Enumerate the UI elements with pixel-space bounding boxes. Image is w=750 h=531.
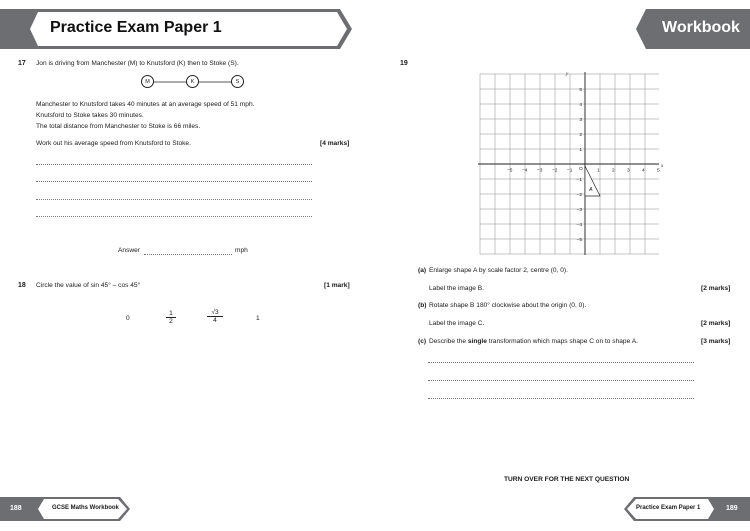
x-tick-label: −2	[552, 168, 558, 174]
working-line	[36, 181, 312, 182]
y-tick-label: 3	[579, 118, 582, 123]
working-line	[36, 216, 312, 217]
part-b-marks: [2 marks]	[701, 320, 731, 327]
x-tick-label: −1	[567, 168, 573, 174]
part-c-text	[429, 338, 638, 345]
question-18-number: 18	[18, 282, 26, 289]
y-tick-label: 1	[579, 148, 582, 153]
x-tick-label: −3	[537, 168, 543, 174]
x-tick-label: −4	[522, 168, 528, 174]
question-17-line3: The total distance from Manchester to Stoke is 66 miles.	[36, 123, 201, 130]
part-c-text-post: transformation which maps shape C on to shape A.	[488, 338, 638, 345]
option-root3-over-4[interactable]	[207, 309, 223, 324]
y-tick-label: 2	[579, 133, 582, 138]
option-half[interactable]	[166, 310, 176, 325]
y-tick-label: −5	[576, 238, 582, 243]
shape-a-label: A	[589, 187, 593, 193]
part-b-text: Rotate shape B 180° clockwise about the origin (0, 0).	[429, 302, 587, 309]
part-a-marks: [2 marks]	[701, 285, 731, 292]
part-c-text-bold: single	[467, 338, 487, 345]
coordinate-grid	[478, 72, 663, 257]
option-root3-denominator: 4	[213, 317, 217, 324]
part-a-label: (a)	[418, 267, 427, 274]
answer-label: Answer	[118, 247, 140, 254]
question-17-line2: Knutsford to Stoke takes 30 minutes.	[36, 112, 144, 119]
working-line	[428, 380, 694, 381]
left-footer-label: GCSE Maths Workbook	[52, 505, 119, 511]
node-manchester: M	[141, 75, 154, 88]
question-18-text: Circle the value of sin 45° – cos 45°	[36, 282, 141, 289]
y-tick-label: −1	[576, 178, 582, 183]
node-stoke: S	[231, 75, 244, 88]
part-c-text-pre: Describe the	[429, 338, 467, 345]
part-a-subtext: Label the image B.	[429, 285, 484, 292]
node-knutsford: K	[186, 75, 199, 88]
y-axis-label: y	[566, 72, 569, 77]
option-half-numerator: 1	[166, 310, 176, 318]
y-tick-label: 4	[579, 103, 582, 108]
working-line	[428, 398, 694, 399]
option-one[interactable]: 1	[256, 315, 260, 322]
question-17-number: 17	[18, 60, 26, 67]
origin-label: O	[579, 167, 583, 172]
page-title: Practice Exam Paper 1	[50, 19, 222, 36]
question-17-intro: Jon is driving from Manchester (M) to Knutsford (K) then to Stoke (S).	[36, 60, 239, 67]
x-tick-label: 2	[612, 168, 615, 174]
question-17-marks: [4 marks]	[320, 140, 350, 147]
x-tick-label: −5	[507, 168, 513, 174]
part-c-marks: [3 marks]	[701, 338, 731, 345]
right-footer-label: Practice Exam Paper 1	[636, 505, 701, 511]
option-root3-numerator: √3	[207, 309, 223, 317]
x-axis-label: x	[661, 164, 664, 169]
x-tick-label: 3	[627, 168, 630, 174]
y-tick-label: 5	[579, 88, 582, 93]
answer-unit: mph	[235, 247, 248, 254]
part-a-text: Enlarge shape A by scale factor 2, centre (0, 0).	[429, 267, 568, 274]
y-tick-label: −3	[576, 208, 582, 213]
question-18-marks: [1 mark]	[324, 282, 350, 289]
y-tick-label: −4	[576, 223, 582, 228]
question-17-task: Work out his average speed from Knutsford to Stoke.	[36, 140, 191, 147]
y-tick-label: −2	[576, 193, 582, 198]
x-tick-label: 4	[642, 168, 645, 174]
option-zero[interactable]: 0	[126, 315, 130, 322]
left-page-number: 188	[10, 505, 22, 512]
x-tick-label: 1	[597, 168, 600, 174]
question-17-line1: Manchester to Knutsford takes 40 minutes at an average speed of 51 mph.	[36, 101, 255, 108]
x-tick-label: 5	[657, 168, 660, 174]
part-c-label: (c)	[418, 338, 427, 345]
option-half-denominator: 2	[169, 318, 173, 325]
working-line	[36, 199, 312, 200]
question-19-number: 19	[400, 60, 408, 67]
part-b-subtext: Label the image C.	[429, 320, 485, 327]
working-line	[428, 362, 694, 363]
working-line	[36, 164, 312, 165]
workbook-label: Workbook	[662, 19, 740, 36]
part-b-label: (b)	[418, 302, 427, 309]
answer-field[interactable]	[144, 254, 232, 255]
turn-over-note: TURN OVER FOR THE NEXT QUESTION	[504, 476, 630, 483]
right-page-number: 189	[726, 505, 738, 512]
